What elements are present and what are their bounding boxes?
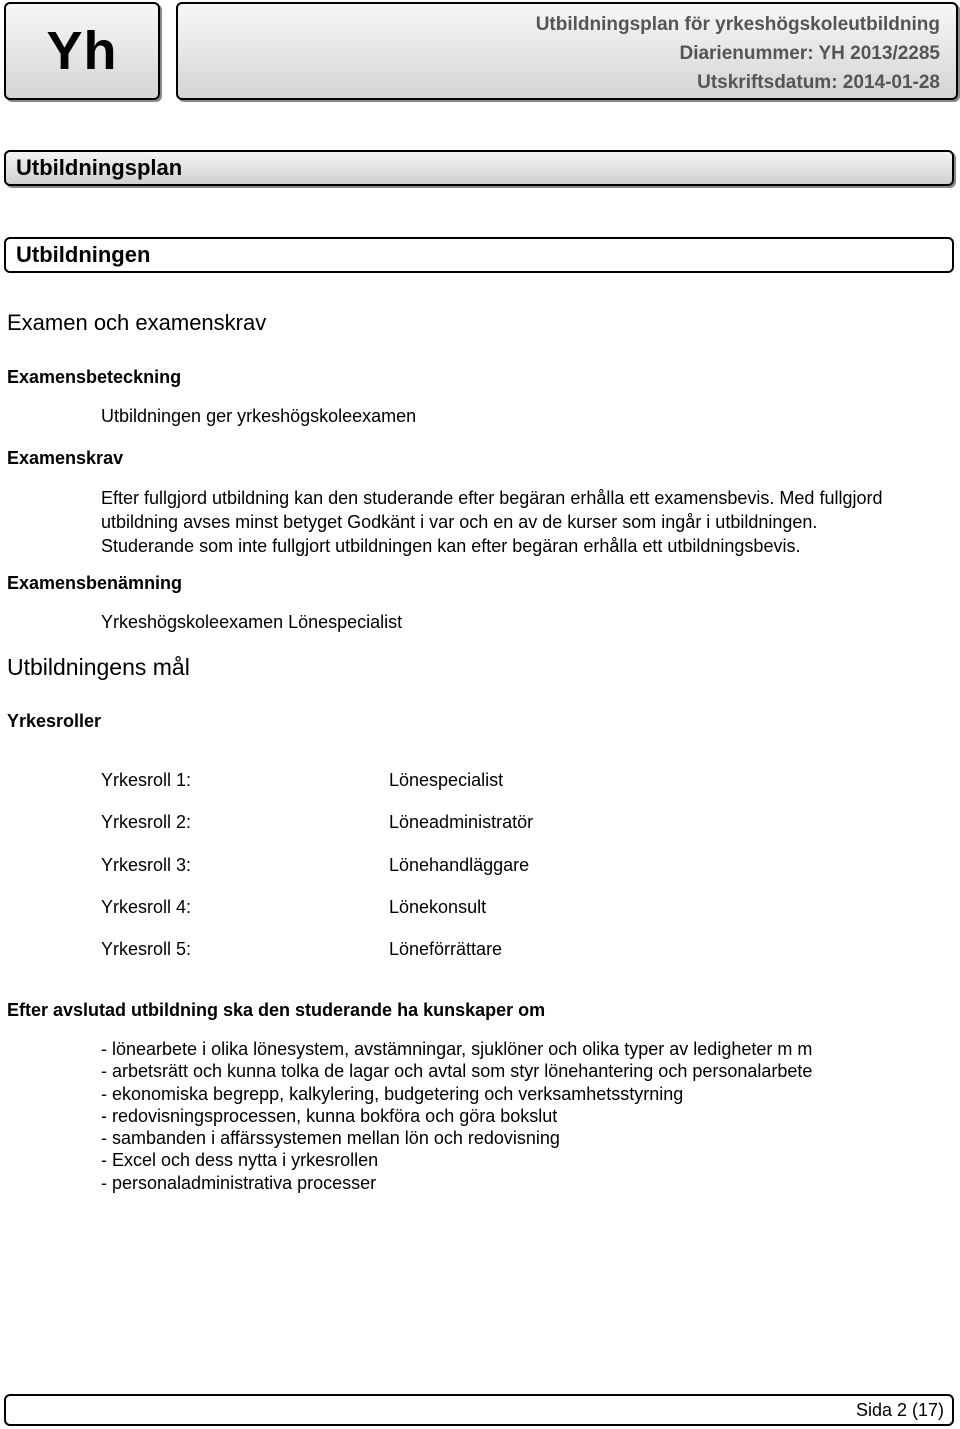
list-item: - sambanden i affärssystemen mellan lön och redovisning xyxy=(101,1128,560,1149)
yrkesroller-heading: Yrkesroller xyxy=(7,711,102,731)
examensbeteckning-value: Utbildningen ger yrkeshögskoleexamen xyxy=(101,406,417,426)
examenskrav-text xyxy=(101,486,951,558)
page-footer xyxy=(4,1394,954,1426)
role-value-4: Lönekonsult xyxy=(389,897,487,917)
role-label-5: Yrkesroll 5: xyxy=(101,939,192,959)
section-bar-utbildningsplan xyxy=(4,150,954,186)
knowledge-heading: Efter avslutad utbildning ska den studerande ha kunskaper om xyxy=(7,1000,546,1020)
section-bar-utbildningen xyxy=(4,237,954,273)
role-value-1: Lönespecialist xyxy=(389,770,504,790)
examenskrav-label: Examenskrav xyxy=(7,448,124,468)
role-label-4: Yrkesroll 4: xyxy=(101,897,192,917)
list-item: - personaladministrativa processer xyxy=(101,1172,377,1193)
examenskrav-line: Efter fullgjord utbildning kan den studerande efter begäran erhålla ett examensbevis. Med fullgjord xyxy=(101,488,883,508)
list-item: - redovisningsprocessen, kunna bokföra och göra bokslut xyxy=(101,1105,558,1126)
list-item: - arbetsrätt och kunna tolka de lagar och avtal som styr lönehantering och personalarbete xyxy=(101,1061,813,1082)
examenskrav-line: utbildning avses minst betyget Godkänt i var och en av de kurser som ingår i utbildningen. xyxy=(101,512,818,532)
examensbenamning-label: Examensbenämning xyxy=(7,573,183,593)
list-item: - ekonomiska begrepp, kalkylering, budgetering och verksamhetsstyrning xyxy=(101,1083,684,1104)
role-value-5: Löneförrättare xyxy=(389,939,503,959)
list-item: - Excel och dess nytta i yrkesrollen xyxy=(101,1150,379,1171)
page-number: Sida 2 (17) xyxy=(855,1400,944,1420)
yh-logo xyxy=(4,2,160,100)
utskriftsdatum: Utskriftsdatum: 2014-01-28 xyxy=(697,72,940,93)
list-item: - lönearbete i olika lönesystem, avstämningar, sjuklöner och olika typer av ledigheter m m xyxy=(101,1039,813,1059)
examensbenamning-value: Yrkeshögskoleexamen Lönespecialist xyxy=(101,612,403,632)
document-title: Utbildningsplan för yrkeshögskoleutbildning xyxy=(535,14,940,35)
examensbeteckning-label: Examensbeteckning xyxy=(7,367,182,387)
section-title-utbildningen: Utbildningen xyxy=(16,242,151,267)
role-value-3: Lönehandläggare xyxy=(389,855,530,875)
role-label-1: Yrkesroll 1: xyxy=(101,770,192,790)
knowledge-list xyxy=(101,1038,812,1194)
section-title-utbildningsplan: Utbildningsplan xyxy=(16,155,183,180)
role-label-2: Yrkesroll 2: xyxy=(101,812,192,832)
role-label-3: Yrkesroll 3: xyxy=(101,855,192,875)
examen-heading: Examen och examenskrav xyxy=(7,310,267,335)
mal-heading: Utbildningens mål xyxy=(7,654,190,680)
diarienummer: Diarienummer: YH 2013/2285 xyxy=(679,43,940,64)
role-value-2: Löneadministratör xyxy=(389,812,534,832)
logo-text: Yh xyxy=(46,21,118,81)
document-header xyxy=(176,2,958,100)
examenskrav-line: Studerande som inte fullgjort utbildningen kan efter begäran erhålla ett utbildningsbevis. xyxy=(101,536,801,556)
